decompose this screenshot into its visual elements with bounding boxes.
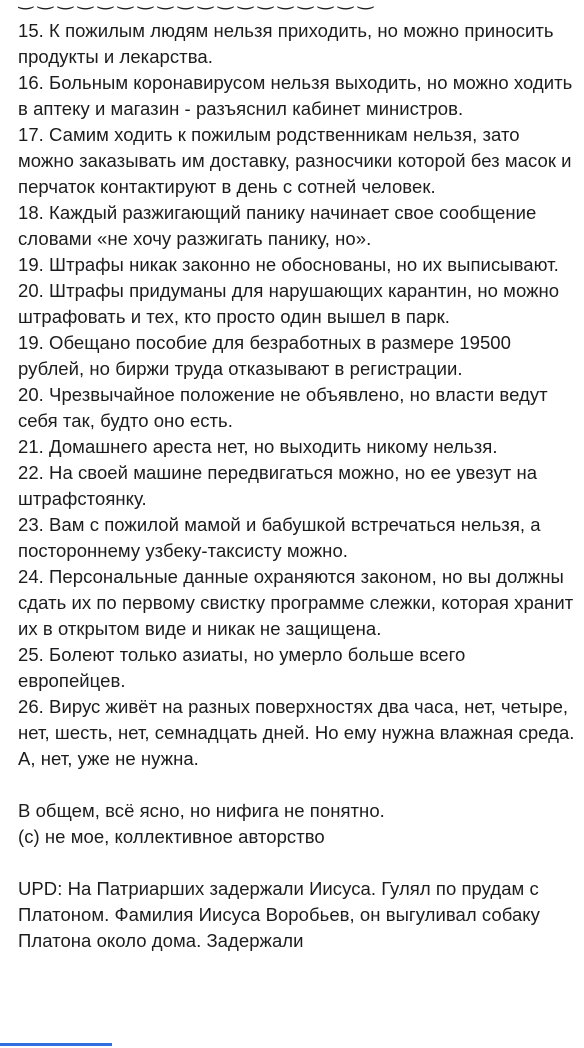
list-item-20a: 20. Штрафы придуманы для нарушающих карантин, но можно штрафовать и тех, кто просто один вышел в парк. [18,280,560,327]
scroll-indicator-bar [0,1043,112,1046]
list-item-19b: 19. Обещано пособие для безработных в размере 19500 рублей, но биржи труда отказывают в регистрации. [18,332,511,379]
list-item-26: 26. Вирус живёт на разных поверхностях два часа, нет, четыре, нет, шесть, нет, семнадцать дней. Но ему нужна влажная среда. А, нет, уже не нужна. [18,696,575,769]
upd-paragraph: UPD: На Патриарших задержали Иисуса. Гулял по прудам с Платоном. Фамилия Иисуса Воробьев, он выгуливал собаку Платона около дома. Задержали [18,878,540,951]
post-text [18,18,576,954]
paragraph-gap [18,772,576,798]
list-item-24: 24. Персональные данные охраняются законом, но вы должны сдать их по первому свистку программе слежки, которая хранит их в открытом виде и никак не защищена. [18,566,574,639]
list-item-16: 16. Больным коронавирусом нельзя выходить, но можно ходить в аптеку и магазин - разъяснил кабинет министров. [18,72,573,119]
list-item-25: 25. Болеют только азиаты, но умерло больше всего европейцев. [18,644,466,691]
list-item-23: 23. Вам с пожилой мамой и бабушкой встречаться нельзя, а постороннему узбеку-таксисту можно. [18,514,541,561]
list-item-15: 15. К пожилым людям нельзя приходить, но можно приносить продукты и лекарства. [18,20,554,67]
list-item-22: 22. На своей машине передвигаться можно, но ее увезут на штрафстоянку. [18,462,538,509]
list-item-20b: 20. Чрезвычайное положение не объявлено, но власти ведут себя так, будто оно есть. [18,384,548,431]
attribution-line: (с) не мое, коллективное авторство [18,826,325,847]
clipped-previous-line [18,0,574,12]
list-item-21: 21. Домашнего ареста нет, но выходить никому нельзя. [18,436,498,457]
conclusion-line: В общем, всё ясно, но нифига не понятно. [18,800,385,821]
list-item-19a: 19. Штрафы никак законно не обоснованы, но их выписывают. [18,254,559,275]
paragraph-gap [18,850,576,876]
list-item-17: 17. Самим ходить к пожилым родственникам нельзя, зато можно заказывать им доставку, разносчики которой без масок и перчаток контактируют в день с сотней человек. [18,124,572,197]
list-item-18: 18. Каждый разжигающий панику начинает свое сообщение словами «не хочу разжигать панику, но». [18,202,537,249]
